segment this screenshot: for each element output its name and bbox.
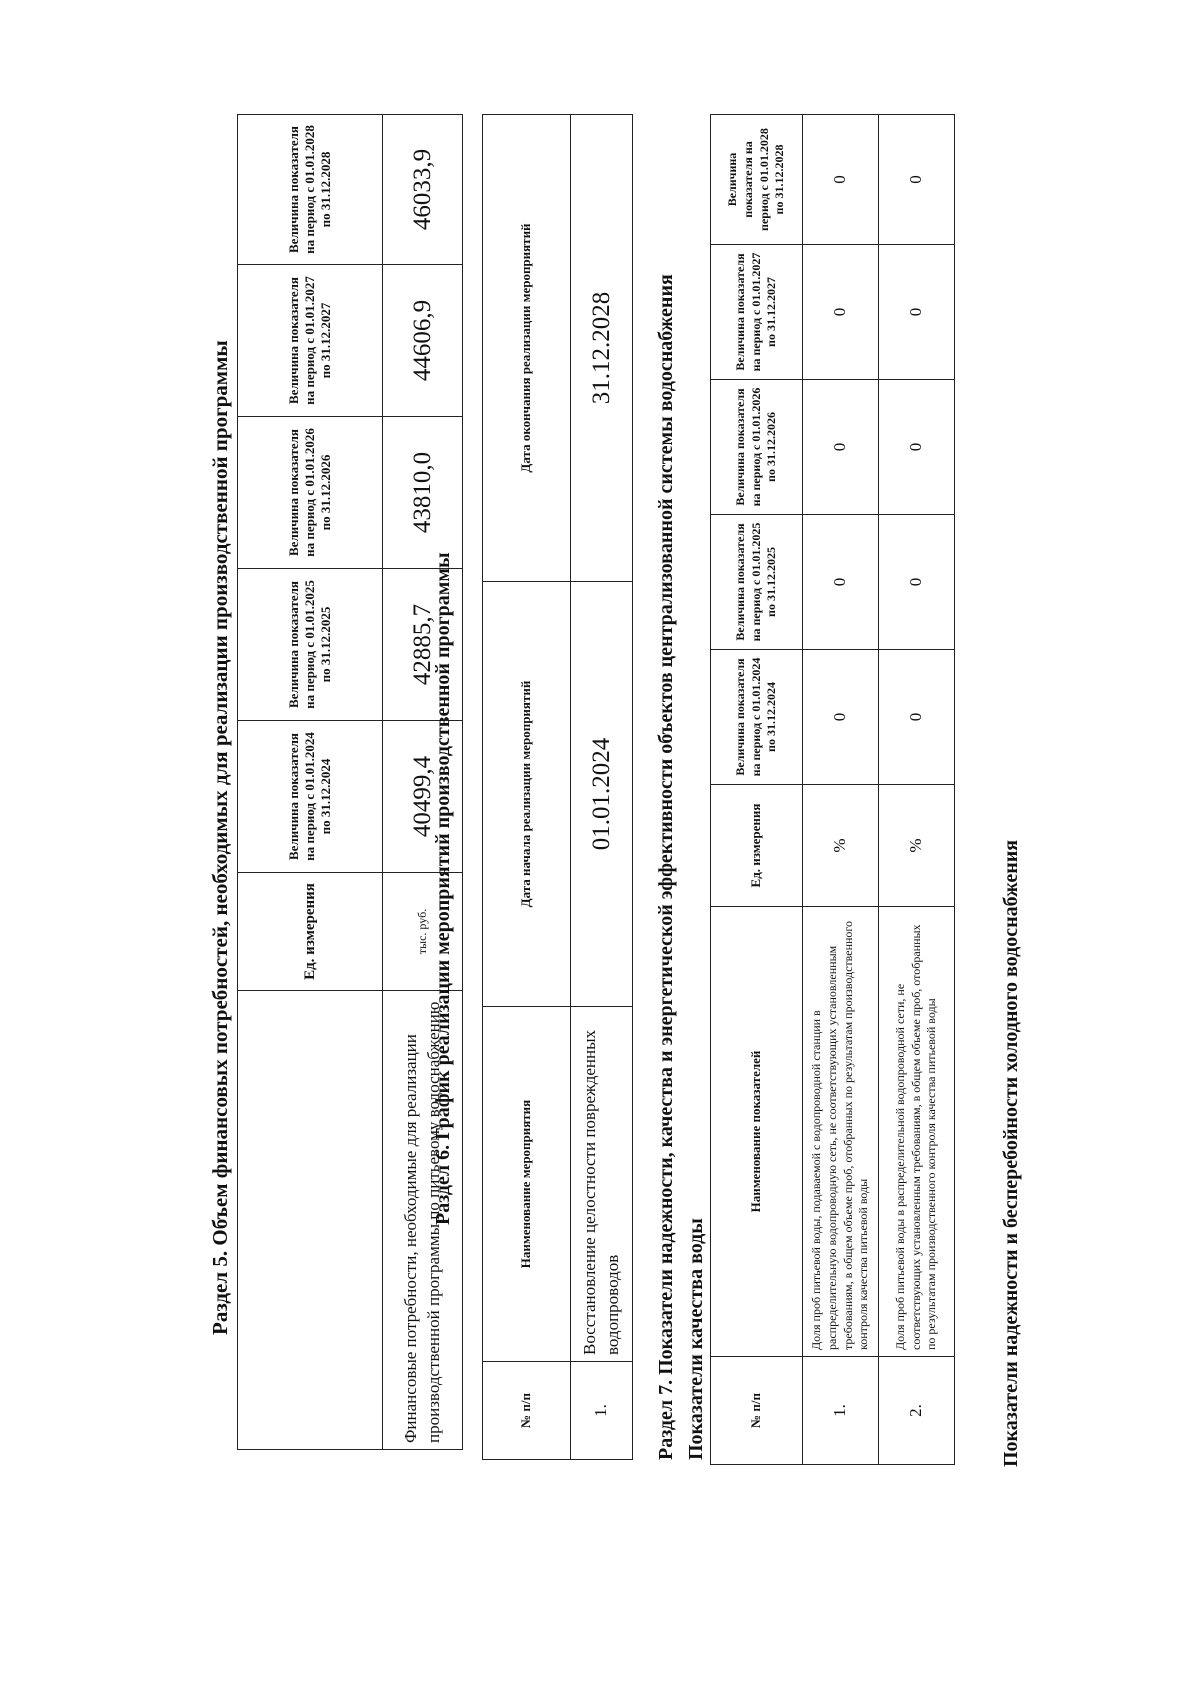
value-2026: 0 bbox=[879, 380, 955, 515]
value-2027: 0 bbox=[879, 245, 955, 380]
section6-table bbox=[482, 114, 633, 1460]
header-period-2026: Величина показателя на период с 01.01.2026 по 31.12.2026 bbox=[711, 380, 803, 515]
table-row bbox=[803, 115, 879, 1465]
row-num: 1. bbox=[803, 1357, 879, 1465]
row-end-date: 31.12.2028 bbox=[571, 115, 633, 582]
row-name: Финансовые потребности, необходимые для реализации производственной программы по питьевому водоснабжению bbox=[383, 991, 463, 1450]
row-unit: тыс. руб. bbox=[383, 873, 463, 991]
row-unit: % bbox=[803, 785, 879, 907]
value-2024: 40499,4 bbox=[383, 721, 463, 873]
table-header-row bbox=[238, 115, 383, 1450]
row-start-date: 01.01.2024 bbox=[571, 582, 633, 1007]
row-name: Доля проб питьевой воды, подаваемой с водопроводной станции в распределительную водопроводную сеть, не соответствующих установленным требованиям, в общем объеме проб, отобранных по результатам производственного контроля качества питьевой воды bbox=[803, 907, 879, 1357]
header-period-2025: Величина показателя на период с 01.01.2025 по 31.12.2025 bbox=[238, 569, 383, 721]
header-period-2025: Величина показателя на период с 01.01.2025 по 31.12.2025 bbox=[711, 515, 803, 650]
value-2024: 0 bbox=[879, 650, 955, 785]
value-2028: 46033,9 bbox=[383, 115, 463, 265]
row-unit: % bbox=[879, 785, 955, 907]
value-2027: 0 bbox=[803, 245, 879, 380]
section7-title: Раздел 7. Показатели надежности, качества и энергетической эффективности объектов централизованной системы водоснабжения bbox=[655, 274, 677, 1460]
header-period-2028: Величина показателя на период с 01.01.2028 по 31.12.2028 bbox=[711, 115, 803, 245]
row-name: Восстановление целостности поврежденных водопроводов bbox=[571, 1007, 633, 1362]
table-header-row bbox=[711, 115, 803, 1465]
header-name bbox=[238, 991, 383, 1450]
value-2028: 0 bbox=[803, 115, 879, 245]
section7-subtitle: Показатели качества воды bbox=[685, 1218, 707, 1460]
row-name: Доля проб питьевой воды в распределительной водопроводной сети, не соответствующих установленным требованиям, в общем объеме проб, отобранных по результатам производственного контроля качества питьевой воды bbox=[879, 907, 955, 1357]
header-num: № п/п bbox=[711, 1357, 803, 1465]
value-2026: 43810,0 bbox=[383, 417, 463, 569]
header-period-2028: Величина показателя на период с 01.01.2028 по 31.12.2028 bbox=[238, 115, 383, 265]
value-2026: 0 bbox=[803, 380, 879, 515]
header-start: Дата начала реализации мероприятий bbox=[483, 582, 571, 1007]
value-2028: 0 bbox=[879, 115, 955, 245]
table-header-row bbox=[483, 115, 571, 1460]
table-row bbox=[879, 115, 955, 1465]
header-period-2024: Величина показателя на период с 01.01.2024 по 31.12.2024 bbox=[238, 721, 383, 873]
header-period-2024: Величина показателя на период с 01.01.2024 по 31.12.2024 bbox=[711, 650, 803, 785]
value-2025: 0 bbox=[879, 515, 955, 650]
table-row bbox=[571, 115, 633, 1460]
row-num: 1. bbox=[571, 1362, 633, 1460]
value-2024: 0 bbox=[803, 650, 879, 785]
header-period-2026: Величина показателя на период с 01.01.2026 по 31.12.2026 bbox=[238, 417, 383, 569]
header-num: № п/п bbox=[483, 1362, 571, 1460]
section7-footer-title: Показатели надежности и бесперебойности холодного водоснабжения bbox=[1000, 839, 1022, 1467]
value-2025: 0 bbox=[803, 515, 879, 650]
row-num: 2. bbox=[879, 1357, 955, 1465]
header-end: Дата окончания реализации мероприятий bbox=[483, 115, 571, 582]
value-2027: 44606,9 bbox=[383, 265, 463, 417]
section5-title: Раздел 5. Объем финансовых потребностей, необходимых для реализации производственной программы bbox=[208, 340, 232, 1335]
section7-table bbox=[710, 114, 955, 1465]
header-period-2027: Величина показателя на период с 01.01.2027 по 31.12.2027 bbox=[238, 265, 383, 417]
header-unit: Ед. измерения bbox=[238, 873, 383, 991]
header-name: Наименование показателей bbox=[711, 907, 803, 1357]
section5-table bbox=[237, 114, 463, 1450]
header-period-2027: Величина показателя на период с 01.01.2027 по 31.12.2027 bbox=[711, 245, 803, 380]
header-name: Наименование мероприятия bbox=[483, 1007, 571, 1362]
header-unit: Ед. измерения bbox=[711, 785, 803, 907]
section6-title: Раздел 6. График реализации мероприятий производственной программы bbox=[432, 552, 454, 1225]
value-2025: 42885,7 bbox=[383, 569, 463, 721]
